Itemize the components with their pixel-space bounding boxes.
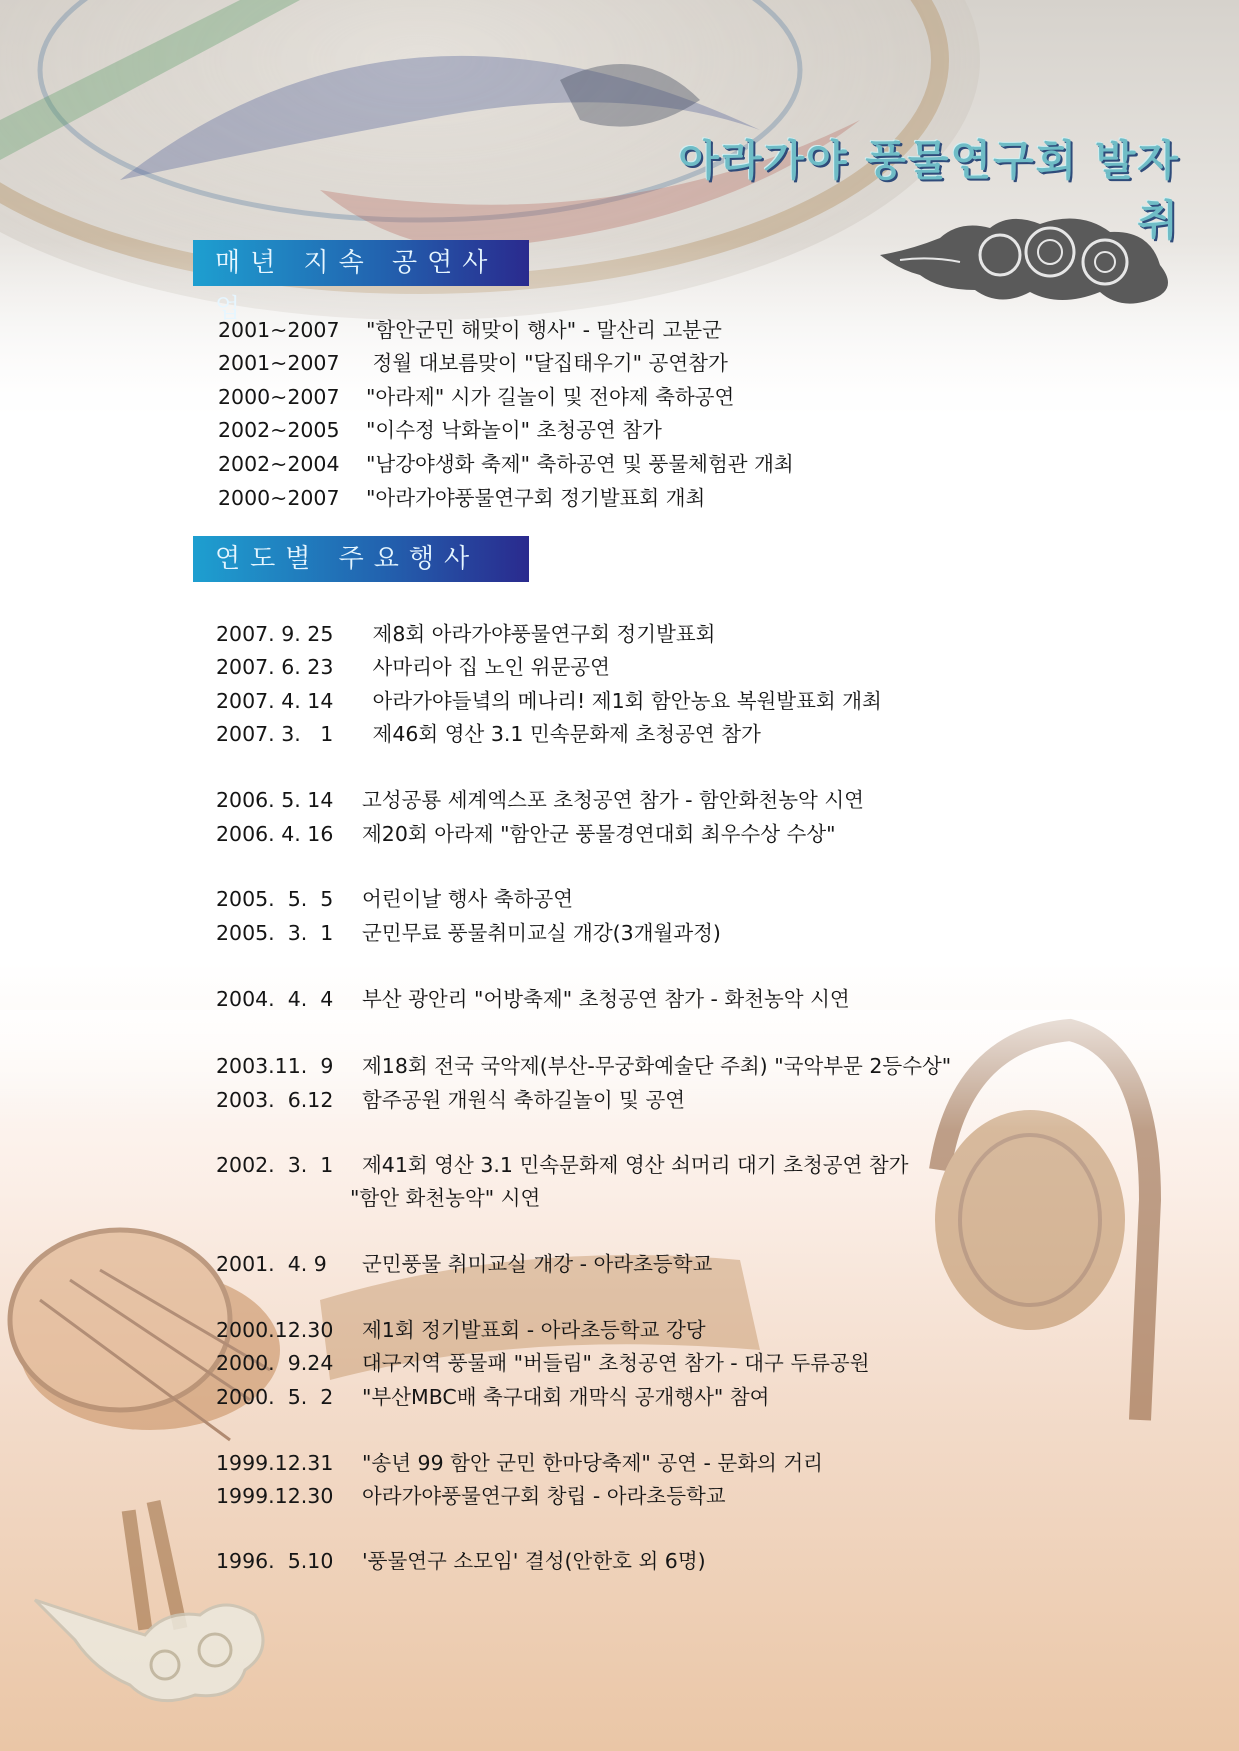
event-item <box>216 1479 726 1509</box>
annual-item <box>218 380 734 410</box>
event-text: 제18회 전국 국악제(부산-무궁화예술단 주최) "국악부문 2등수상" <box>362 1054 952 1078</box>
page-title: 아라가야 풍물연구회 발자취 <box>678 136 1180 245</box>
event-text: 제20회 아라제 "함안군 풍물경연대회 최우수상 수상" <box>362 822 836 846</box>
event-text: 부산 광안리 "어방축제" 초청공연 참가 - 화천농악 시연 <box>362 987 850 1011</box>
event-date: 2000. 5. 2 <box>216 1385 334 1409</box>
event-text: 어린이날 행사 축하공연 <box>362 887 574 911</box>
event-text: 제8회 아라가야풍물연구회 정기발표회 <box>366 622 716 646</box>
annual-item <box>218 313 722 343</box>
event-text: 아라가야들녘의 메나리! 제1회 함안농요 복원발표회 개최 <box>366 689 882 713</box>
event-text: 군민무료 풍물취미교실 개강(3개월과정) <box>362 921 721 945</box>
annual-date: 2001~2007 <box>218 318 340 342</box>
annual-item <box>218 346 728 376</box>
event-date: 2003. 6.12 <box>216 1088 334 1112</box>
event-item <box>216 1049 951 1079</box>
event-item <box>216 783 864 813</box>
event-text: "함안 화천농악" 시연 <box>350 1186 541 1210</box>
event-date: 2007. 4. 14 <box>216 689 334 713</box>
event-date: 2000.12.30 <box>216 1318 334 1342</box>
event-item <box>216 650 610 680</box>
annual-item <box>218 481 705 511</box>
annual-item <box>218 447 794 477</box>
event-date: 2002. 3. 1 <box>216 1153 334 1177</box>
event-text: 함주공원 개원식 축하길놀이 및 공연 <box>362 1088 686 1112</box>
annual-date: 2002~2005 <box>218 418 340 442</box>
annual-text: 정월 대보름맞이 "달집태우기" 공연참가 <box>366 351 728 375</box>
event-item <box>216 982 850 1012</box>
event-item <box>216 882 573 912</box>
event-item <box>216 1446 823 1476</box>
event-date: 2004. 4. 4 <box>216 987 334 1011</box>
annual-item <box>218 413 662 443</box>
event-date: 1999.12.31 <box>216 1451 334 1475</box>
event-item <box>216 1148 908 1178</box>
annual-text: "아라가야풍물연구회 정기발표회 개최 <box>366 486 706 510</box>
event-date: 2007. 9. 25 <box>216 622 334 646</box>
annual-text: "아라제" 시가 길놀이 및 전야제 축하공연 <box>366 385 735 409</box>
event-item <box>216 916 721 946</box>
event-item <box>216 817 836 847</box>
event-item <box>216 617 715 647</box>
event-date: 2007. 6. 23 <box>216 655 334 679</box>
annual-date: 2002~2004 <box>218 452 340 476</box>
event-text: 사마리아 집 노인 위문공연 <box>366 655 610 679</box>
event-item <box>216 1346 870 1376</box>
event-date: 2001. 4. 9 <box>216 1252 327 1276</box>
annual-date: 2000~2007 <box>218 385 340 409</box>
annual-text: "이수정 낙화놀이" 초청공연 참가 <box>366 418 662 442</box>
annual-text: "함안군민 해맞이 행사" - 말산리 고분군 <box>366 318 722 342</box>
event-date: 2005. 3. 1 <box>216 921 334 945</box>
event-text: "송년 99 함안 군민 한마당축제" 공연 - 문화의 거리 <box>362 1451 823 1475</box>
event-text: 제46회 영산 3.1 민속문화제 초청공연 참가 <box>366 722 761 746</box>
event-item <box>216 1544 706 1574</box>
event-date: 2000. 9.24 <box>216 1351 334 1375</box>
event-text: 고성공룡 세계엑스포 초청공연 참가 - 함안화천농악 시연 <box>362 788 864 812</box>
event-date: 1996. 5.10 <box>216 1549 334 1573</box>
event-date: 1999.12.30 <box>216 1484 334 1508</box>
event-text: 제41회 영산 3.1 민속문화제 영산 쇠머리 대기 초청공연 참가 <box>362 1153 909 1177</box>
event-item <box>216 1247 712 1277</box>
event-item <box>216 1313 706 1343</box>
event-item <box>216 717 761 747</box>
annual-text: "남강야생화 축제" 축하공연 및 풍물체험관 개최 <box>366 452 794 476</box>
event-text: 군민풍물 취미교실 개강 - 아라초등학교 <box>362 1252 713 1276</box>
event-date: 2007. 3. 1 <box>216 722 334 746</box>
event-text: '풍물연구 소모임' 결성(안한호 외 6명) <box>362 1549 706 1573</box>
event-text: "부산MBC배 축구대회 개막식 공개행사" 참여 <box>362 1385 770 1409</box>
event-item <box>216 1181 540 1211</box>
section-header-events: 연도별 주요행사 <box>193 536 529 582</box>
event-date: 2005. 5. 5 <box>216 887 334 911</box>
event-item <box>216 684 882 714</box>
event-item <box>216 1083 685 1113</box>
event-date: 2003.11. 9 <box>216 1054 334 1078</box>
event-text: 아라가야풍물연구회 창립 - 아라초등학교 <box>362 1484 726 1508</box>
event-text: 대구지역 풍물패 "버들림" 초청공연 참가 - 대구 두류공원 <box>362 1351 870 1375</box>
event-date: 2006. 5. 14 <box>216 788 334 812</box>
annual-date: 2000~2007 <box>218 486 340 510</box>
event-text: 제1회 정기발표회 - 아라초등학교 강당 <box>362 1318 706 1342</box>
event-date: 2006. 4. 16 <box>216 822 334 846</box>
annual-date: 2001~2007 <box>218 351 340 375</box>
section-header-annual: 매년 지속 공연사업 <box>193 240 529 286</box>
event-item <box>216 1380 769 1410</box>
